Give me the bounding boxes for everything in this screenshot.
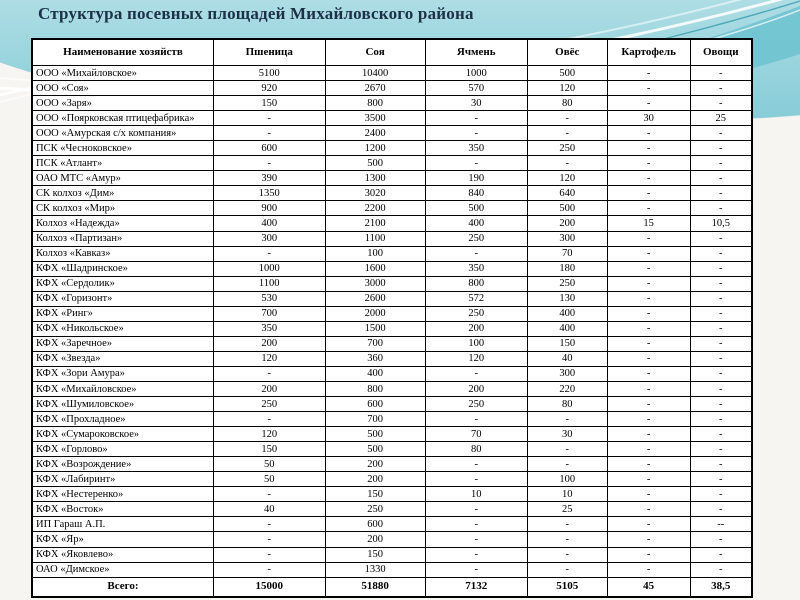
value-cell: 5100 <box>213 66 325 81</box>
farm-name-cell: ИП Гараш А.П. <box>32 517 213 532</box>
value-cell: 570 <box>425 81 527 96</box>
table-row <box>32 547 752 562</box>
farm-name-cell: КФХ «Яр» <box>32 532 213 547</box>
value-cell: 1330 <box>325 562 425 577</box>
value-cell: 400 <box>425 216 527 231</box>
value-cell: - <box>425 412 527 427</box>
value-cell: 220 <box>527 381 607 396</box>
table-row <box>32 412 752 427</box>
value-cell: - <box>213 547 325 562</box>
value-cell: - <box>690 366 752 381</box>
value-cell: 360 <box>325 351 425 366</box>
value-cell: 150 <box>213 442 325 457</box>
farm-name-cell: КФХ «Горизонт» <box>32 291 213 306</box>
value-cell: - <box>607 366 690 381</box>
farm-name-cell: КФХ «Шумиловское» <box>32 397 213 412</box>
value-cell: 190 <box>425 171 527 186</box>
farm-name-cell: ПСК «Чесноковское» <box>32 141 213 156</box>
table-row <box>32 171 752 186</box>
table-footer <box>32 578 752 598</box>
value-cell: 700 <box>325 412 425 427</box>
total-value-cell: 7132 <box>425 578 527 598</box>
value-cell: 1100 <box>325 231 425 246</box>
farm-name-cell: ОАО «Димское» <box>32 562 213 577</box>
value-cell: 2000 <box>325 306 425 321</box>
value-cell: - <box>607 532 690 547</box>
value-cell: - <box>607 442 690 457</box>
table-row <box>32 141 752 156</box>
total-value-cell: 5105 <box>527 578 607 598</box>
table-row <box>32 126 752 141</box>
value-cell: - <box>607 412 690 427</box>
value-cell: - <box>425 126 527 141</box>
value-cell: 500 <box>425 201 527 216</box>
value-cell: 500 <box>527 201 607 216</box>
value-cell: - <box>607 96 690 111</box>
value-cell: - <box>425 517 527 532</box>
value-cell: - <box>607 291 690 306</box>
column-header: Наименование хозяйств <box>32 39 213 66</box>
value-cell: - <box>425 532 527 547</box>
value-cell: 200 <box>325 532 425 547</box>
value-cell: - <box>607 171 690 186</box>
farm-name-cell: ОАО МТС «Амур» <box>32 171 213 186</box>
value-cell: 120 <box>213 351 325 366</box>
table-row <box>32 186 752 201</box>
value-cell: - <box>607 231 690 246</box>
value-cell: 80 <box>527 397 607 412</box>
value-cell: - <box>607 186 690 201</box>
value-cell: 250 <box>213 397 325 412</box>
farm-name-cell: КФХ «Зори Амура» <box>32 366 213 381</box>
value-cell: 200 <box>425 381 527 396</box>
page-title: Структура посевных площадей Михайловского района <box>38 4 474 23</box>
value-cell: - <box>213 126 325 141</box>
value-cell: - <box>527 156 607 171</box>
value-cell: 70 <box>527 246 607 261</box>
value-cell: 10 <box>425 487 527 502</box>
value-cell: - <box>607 321 690 336</box>
value-cell: 900 <box>213 201 325 216</box>
value-cell: 500 <box>325 442 425 457</box>
value-cell: 2600 <box>325 291 425 306</box>
farm-name-cell: КФХ «Горлово» <box>32 442 213 457</box>
value-cell: 572 <box>425 291 527 306</box>
value-cell: - <box>213 366 325 381</box>
value-cell: 840 <box>425 186 527 201</box>
value-cell: 200 <box>325 457 425 472</box>
value-cell: 1200 <box>325 141 425 156</box>
value-cell: 600 <box>213 141 325 156</box>
value-cell: 250 <box>425 306 527 321</box>
value-cell: - <box>607 336 690 351</box>
value-cell: 200 <box>213 336 325 351</box>
value-cell: 120 <box>425 351 527 366</box>
value-cell: - <box>607 427 690 442</box>
value-cell: - <box>690 291 752 306</box>
value-cell: - <box>607 201 690 216</box>
farm-name-cell: КФХ «Сумароковское» <box>32 427 213 442</box>
value-cell: 800 <box>425 276 527 291</box>
value-cell: - <box>690 171 752 186</box>
value-cell: - <box>213 246 325 261</box>
value-cell: 200 <box>425 321 527 336</box>
value-cell: - <box>690 141 752 156</box>
value-cell: 120 <box>527 81 607 96</box>
farm-name-cell: Колхоз «Надежда» <box>32 216 213 231</box>
value-cell: - <box>607 487 690 502</box>
value-cell: 50 <box>213 457 325 472</box>
value-cell: - <box>690 126 752 141</box>
value-cell: 25 <box>527 502 607 517</box>
value-cell: 3000 <box>325 276 425 291</box>
table-row <box>32 366 752 381</box>
table-row <box>32 442 752 457</box>
value-cell: 250 <box>527 141 607 156</box>
value-cell: - <box>690 261 752 276</box>
value-cell: - <box>425 366 527 381</box>
table-header <box>32 39 752 66</box>
value-cell: - <box>690 427 752 442</box>
farm-name-cell: КФХ «Звезда» <box>32 351 213 366</box>
value-cell: - <box>690 96 752 111</box>
value-cell: 120 <box>213 427 325 442</box>
farm-name-cell: КФХ «Восток» <box>32 502 213 517</box>
value-cell: - <box>527 111 607 126</box>
table-row <box>32 517 752 532</box>
value-cell: - <box>607 261 690 276</box>
table-row <box>32 472 752 487</box>
value-cell: 500 <box>325 156 425 171</box>
value-cell: - <box>527 547 607 562</box>
value-cell: 100 <box>325 246 425 261</box>
value-cell: - <box>607 156 690 171</box>
farm-name-cell: КФХ «Прохладное» <box>32 412 213 427</box>
value-cell: 180 <box>527 261 607 276</box>
value-cell: - <box>690 156 752 171</box>
column-header: Соя <box>325 39 425 66</box>
value-cell: 700 <box>213 306 325 321</box>
value-cell: 3500 <box>325 111 425 126</box>
value-cell: - <box>607 397 690 412</box>
value-cell: 920 <box>213 81 325 96</box>
value-cell: 200 <box>527 216 607 231</box>
header-row <box>32 39 752 66</box>
table-row <box>32 231 752 246</box>
total-value-cell: 51880 <box>325 578 425 598</box>
farm-name-cell: КФХ «Яковлево» <box>32 547 213 562</box>
value-cell: - <box>607 66 690 81</box>
value-cell: 40 <box>527 351 607 366</box>
farm-name-cell: Колхоз «Кавказ» <box>32 246 213 261</box>
value-cell: - <box>690 246 752 261</box>
value-cell: - <box>213 562 325 577</box>
value-cell: - <box>607 502 690 517</box>
table-row <box>32 532 752 547</box>
farm-name-cell: КФХ «Михайловское» <box>32 381 213 396</box>
value-cell: 3020 <box>325 186 425 201</box>
value-cell: 10 <box>527 487 607 502</box>
value-cell: 390 <box>213 171 325 186</box>
table-row <box>32 397 752 412</box>
farm-name-cell: КФХ «Лабиринт» <box>32 472 213 487</box>
table-row <box>32 111 752 126</box>
value-cell: - <box>607 141 690 156</box>
value-cell: - <box>607 306 690 321</box>
value-cell: 400 <box>527 321 607 336</box>
value-cell: 400 <box>527 306 607 321</box>
value-cell: 600 <box>325 517 425 532</box>
table-row <box>32 96 752 111</box>
value-cell: - <box>527 562 607 577</box>
farm-name-cell: ООО «Михайловское» <box>32 66 213 81</box>
value-cell: - <box>425 502 527 517</box>
column-header: Пшеница <box>213 39 325 66</box>
value-cell: - <box>213 532 325 547</box>
value-cell: 100 <box>527 472 607 487</box>
table-row <box>32 261 752 276</box>
value-cell: - <box>690 457 752 472</box>
value-cell: - <box>607 351 690 366</box>
value-cell: 10,5 <box>690 216 752 231</box>
value-cell: 2100 <box>325 216 425 231</box>
value-cell: - <box>607 562 690 577</box>
value-cell: - <box>213 517 325 532</box>
value-cell: 800 <box>325 96 425 111</box>
value-cell: 30 <box>425 96 527 111</box>
value-cell: - <box>425 472 527 487</box>
value-cell: - <box>690 351 752 366</box>
table-row <box>32 351 752 366</box>
value-cell: - <box>425 111 527 126</box>
value-cell: - <box>690 532 752 547</box>
value-cell: 80 <box>527 96 607 111</box>
value-cell: - <box>425 562 527 577</box>
value-cell: 250 <box>425 231 527 246</box>
value-cell: - <box>690 336 752 351</box>
table-row <box>32 457 752 472</box>
total-value-cell: 15000 <box>213 578 325 598</box>
value-cell: 150 <box>325 487 425 502</box>
value-cell: 1000 <box>425 66 527 81</box>
value-cell: - <box>527 517 607 532</box>
value-cell: 250 <box>425 397 527 412</box>
value-cell: 250 <box>527 276 607 291</box>
value-cell: - <box>607 517 690 532</box>
column-header: Ячмень <box>425 39 527 66</box>
value-cell: 640 <box>527 186 607 201</box>
value-cell: 300 <box>213 231 325 246</box>
value-cell: 250 <box>325 502 425 517</box>
value-cell: - <box>607 547 690 562</box>
value-cell: 2670 <box>325 81 425 96</box>
value-cell: - <box>527 442 607 457</box>
value-cell: 10400 <box>325 66 425 81</box>
value-cell: 1350 <box>213 186 325 201</box>
value-cell: 350 <box>425 141 527 156</box>
total-row <box>32 578 752 598</box>
table-row <box>32 276 752 291</box>
value-cell: - <box>425 156 527 171</box>
value-cell: - <box>527 457 607 472</box>
value-cell: - <box>690 81 752 96</box>
column-header: Картофель <box>607 39 690 66</box>
value-cell: 700 <box>325 336 425 351</box>
table-row <box>32 306 752 321</box>
value-cell: 80 <box>425 442 527 457</box>
table-row <box>32 321 752 336</box>
value-cell: 100 <box>425 336 527 351</box>
value-cell: 300 <box>527 231 607 246</box>
value-cell: 120 <box>527 171 607 186</box>
value-cell: - <box>690 412 752 427</box>
value-cell: - <box>607 381 690 396</box>
value-cell: - <box>213 111 325 126</box>
value-cell: 15 <box>607 216 690 231</box>
table-row <box>32 502 752 517</box>
table-row <box>32 156 752 171</box>
value-cell: 150 <box>325 547 425 562</box>
value-cell: - <box>690 547 752 562</box>
crop-areas-table <box>31 38 753 598</box>
value-cell: 200 <box>213 381 325 396</box>
column-header: Овощи <box>690 39 752 66</box>
value-cell: - <box>690 502 752 517</box>
value-cell: 50 <box>213 472 325 487</box>
table-row <box>32 487 752 502</box>
table-row <box>32 381 752 396</box>
table-row <box>32 336 752 351</box>
farm-name-cell: СК колхоз «Мир» <box>32 201 213 216</box>
value-cell: - <box>425 457 527 472</box>
farm-name-cell: КФХ «Ринг» <box>32 306 213 321</box>
table-row <box>32 81 752 96</box>
value-cell: - <box>425 246 527 261</box>
value-cell: - <box>607 126 690 141</box>
value-cell: - <box>690 562 752 577</box>
table-row <box>32 66 752 81</box>
value-cell: - <box>527 412 607 427</box>
value-cell: 300 <box>527 366 607 381</box>
value-cell: - <box>690 381 752 396</box>
value-cell: - <box>527 126 607 141</box>
farm-name-cell: ООО «Амурская с/х компания» <box>32 126 213 141</box>
value-cell: 1000 <box>213 261 325 276</box>
farm-name-cell: КФХ «Никольское» <box>32 321 213 336</box>
value-cell: 130 <box>527 291 607 306</box>
farm-name-cell: КФХ «Шадринское» <box>32 261 213 276</box>
table-row <box>32 216 752 231</box>
value-cell: - <box>690 487 752 502</box>
value-cell: - <box>213 487 325 502</box>
value-cell: 30 <box>527 427 607 442</box>
value-cell: 500 <box>325 427 425 442</box>
value-cell: 2200 <box>325 201 425 216</box>
value-cell: 30 <box>607 111 690 126</box>
value-cell: - <box>690 201 752 216</box>
total-value-cell: 45 <box>607 578 690 598</box>
value-cell: - <box>213 412 325 427</box>
value-cell: 350 <box>213 321 325 336</box>
value-cell: - <box>690 442 752 457</box>
value-cell: 400 <box>213 216 325 231</box>
value-cell: 150 <box>527 336 607 351</box>
value-cell: - <box>607 457 690 472</box>
value-cell: -- <box>690 517 752 532</box>
value-cell: - <box>690 472 752 487</box>
value-cell: 1100 <box>213 276 325 291</box>
farm-name-cell: КФХ «Нестеренко» <box>32 487 213 502</box>
value-cell: 400 <box>325 366 425 381</box>
value-cell: - <box>690 397 752 412</box>
table-row <box>32 246 752 261</box>
value-cell: 70 <box>425 427 527 442</box>
farm-name-cell: КФХ «Заречное» <box>32 336 213 351</box>
value-cell: - <box>607 81 690 96</box>
table-row <box>32 201 752 216</box>
value-cell: 800 <box>325 381 425 396</box>
value-cell: - <box>690 321 752 336</box>
value-cell: - <box>607 276 690 291</box>
value-cell: 500 <box>527 66 607 81</box>
table-row <box>32 562 752 577</box>
farm-name-cell: СК колхоз «Дим» <box>32 186 213 201</box>
value-cell: - <box>425 547 527 562</box>
table-body <box>32 66 752 578</box>
value-cell: 530 <box>213 291 325 306</box>
value-cell: 200 <box>325 472 425 487</box>
value-cell: 150 <box>213 96 325 111</box>
value-cell: 40 <box>213 502 325 517</box>
value-cell: 1500 <box>325 321 425 336</box>
value-cell: 2400 <box>325 126 425 141</box>
column-header: Овёс <box>527 39 607 66</box>
value-cell: - <box>690 276 752 291</box>
farm-name-cell: КФХ «Возрождение» <box>32 457 213 472</box>
farm-name-cell: ООО «Заря» <box>32 96 213 111</box>
total-label-cell: Всего: <box>32 578 213 598</box>
farm-name-cell: ПСК «Атлант» <box>32 156 213 171</box>
farm-name-cell: КФХ «Сердолик» <box>32 276 213 291</box>
farm-name-cell: ООО «Соя» <box>32 81 213 96</box>
farm-name-cell: Колхоз «Партизан» <box>32 231 213 246</box>
table-row <box>32 427 752 442</box>
value-cell: - <box>213 156 325 171</box>
farm-name-cell: ООО «Поярковская птицефабрика» <box>32 111 213 126</box>
value-cell: - <box>690 306 752 321</box>
value-cell: 1300 <box>325 171 425 186</box>
value-cell: - <box>690 231 752 246</box>
value-cell: 1600 <box>325 261 425 276</box>
value-cell: 25 <box>690 111 752 126</box>
value-cell: - <box>690 66 752 81</box>
value-cell: - <box>607 472 690 487</box>
value-cell: - <box>607 246 690 261</box>
value-cell: 350 <box>425 261 527 276</box>
total-value-cell: 38,5 <box>690 578 752 598</box>
table-row <box>32 291 752 306</box>
value-cell: - <box>527 532 607 547</box>
value-cell: - <box>690 186 752 201</box>
value-cell: 600 <box>325 397 425 412</box>
